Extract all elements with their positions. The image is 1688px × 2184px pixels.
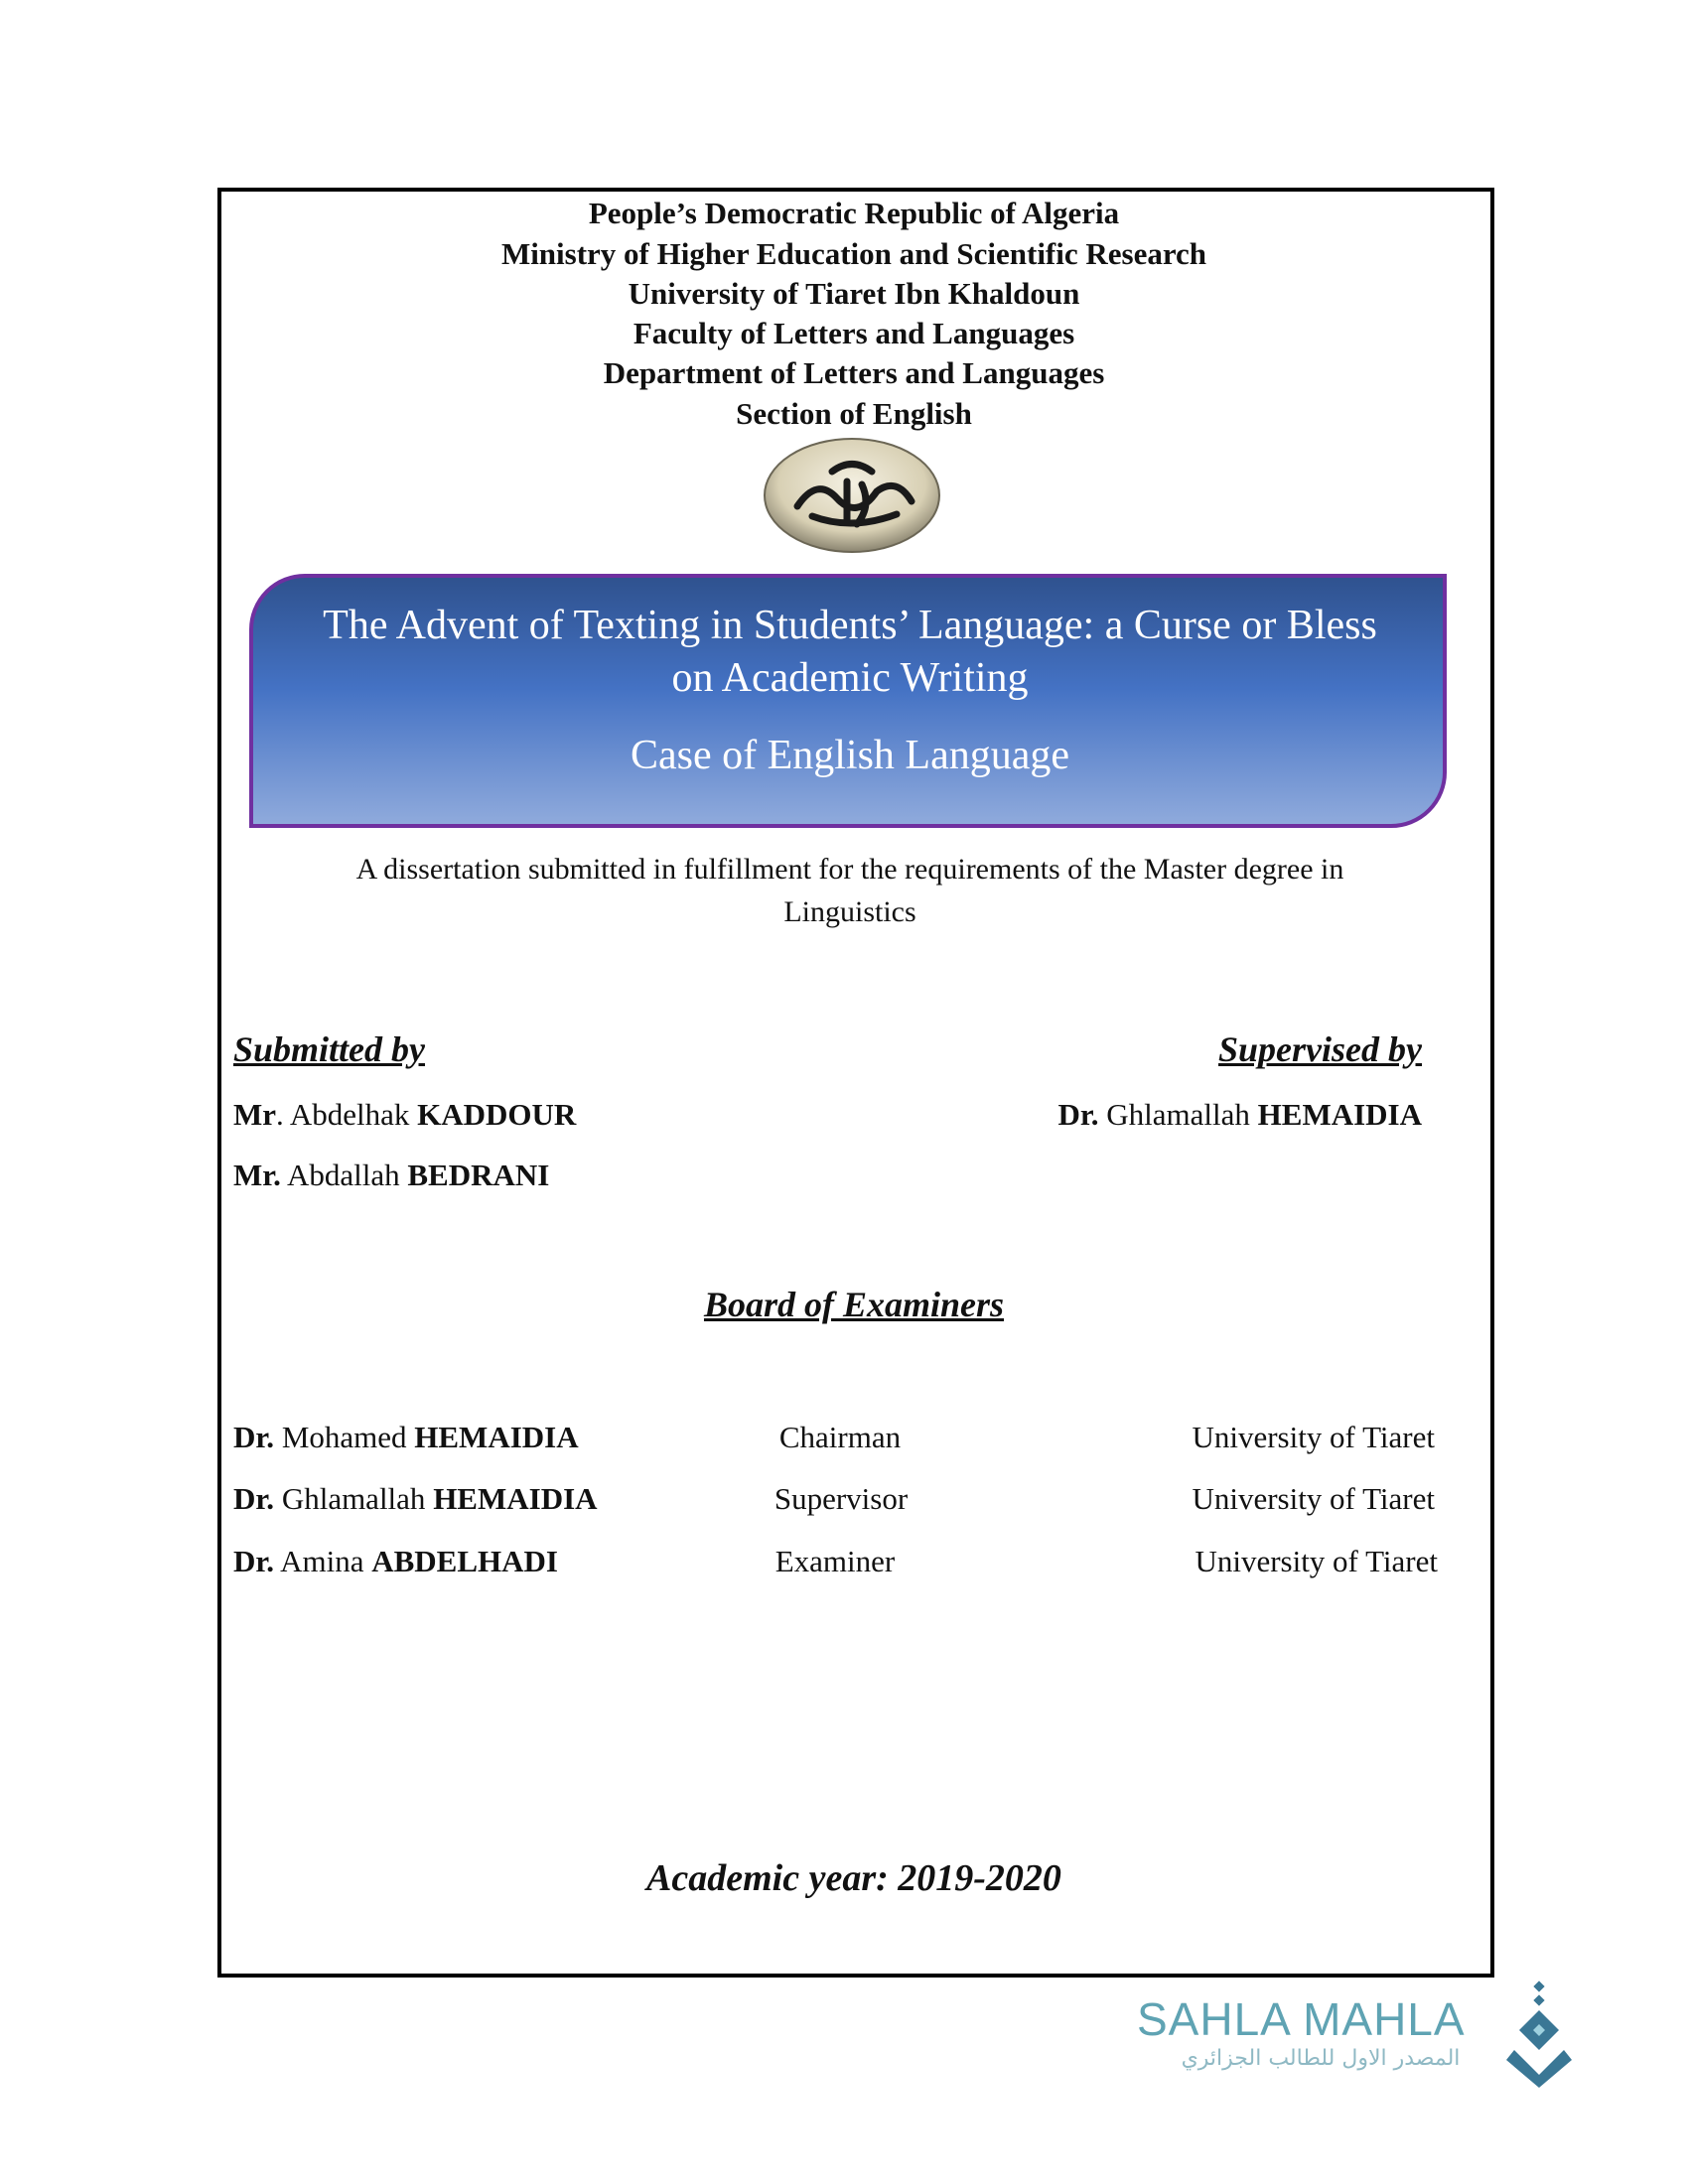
student-2: Mr. Abdallah BEDRANI — [233, 1158, 550, 1192]
examiner-university: University of Tiaret — [1192, 1420, 1435, 1454]
board-heading: Board of Examiners — [703, 1285, 1005, 1324]
examiner-role: Chairman — [778, 1420, 902, 1454]
academic-year: Academic year: 2019-2020 — [646, 1857, 1061, 1899]
submitted-by-heading: Submitted by — [233, 1029, 426, 1069]
examiner-university: University of Tiaret — [1195, 1544, 1438, 1578]
header-faculty: Faculty of Letters and Languages — [633, 316, 1075, 350]
university-logo — [763, 437, 941, 554]
thesis-title-line1: The Advent of Texting in Students’ Language: a Curse or Bless — [323, 603, 1377, 648]
sahla-emblem-icon — [1504, 1980, 1576, 2090]
watermark-brand: SAHLA MAHLA — [1137, 1993, 1466, 2045]
examiner-university: University of Tiaret — [1192, 1481, 1435, 1516]
examiner-role: Examiner — [774, 1544, 896, 1578]
supervisor-name: Dr. Ghlamallah HEMAIDIA — [1057, 1097, 1422, 1132]
watermark-tagline: المصدر الاول للطالب الجزائري — [1181, 2046, 1461, 2071]
thesis-title-line2: on Academic Writing — [671, 655, 1029, 701]
sahla-mahla-watermark — [1132, 1980, 1579, 2090]
supervised-by-heading: Supervised by — [1218, 1029, 1422, 1069]
dissertation-line1: A dissertation submitted in fulfillment for the requirements of the Master degree in — [355, 853, 1344, 886]
examiner-name: Dr. Mohamed HEMAIDIA — [233, 1420, 579, 1454]
header-university: University of Tiaret Ibn Khaldoun — [628, 276, 1080, 311]
header-department: Department of Letters and Languages — [603, 355, 1105, 390]
thesis-subtitle: Case of English Language — [630, 733, 1070, 778]
header-republic: People’s Democratic Republic of Algeria — [588, 196, 1120, 230]
examiner-name: Dr. Amina ABDELHADI — [233, 1544, 558, 1578]
header-section: Section of English — [736, 396, 972, 431]
header-ministry: Ministry of Higher Education and Scientific Research — [500, 236, 1207, 271]
examiner-name: Dr. Ghlamallah HEMAIDIA — [233, 1481, 598, 1516]
examiner-role: Supervisor — [774, 1481, 909, 1516]
student-1: Mr. Abdelhak KADDOUR — [233, 1097, 577, 1132]
dissertation-line2: Linguistics — [783, 895, 916, 928]
